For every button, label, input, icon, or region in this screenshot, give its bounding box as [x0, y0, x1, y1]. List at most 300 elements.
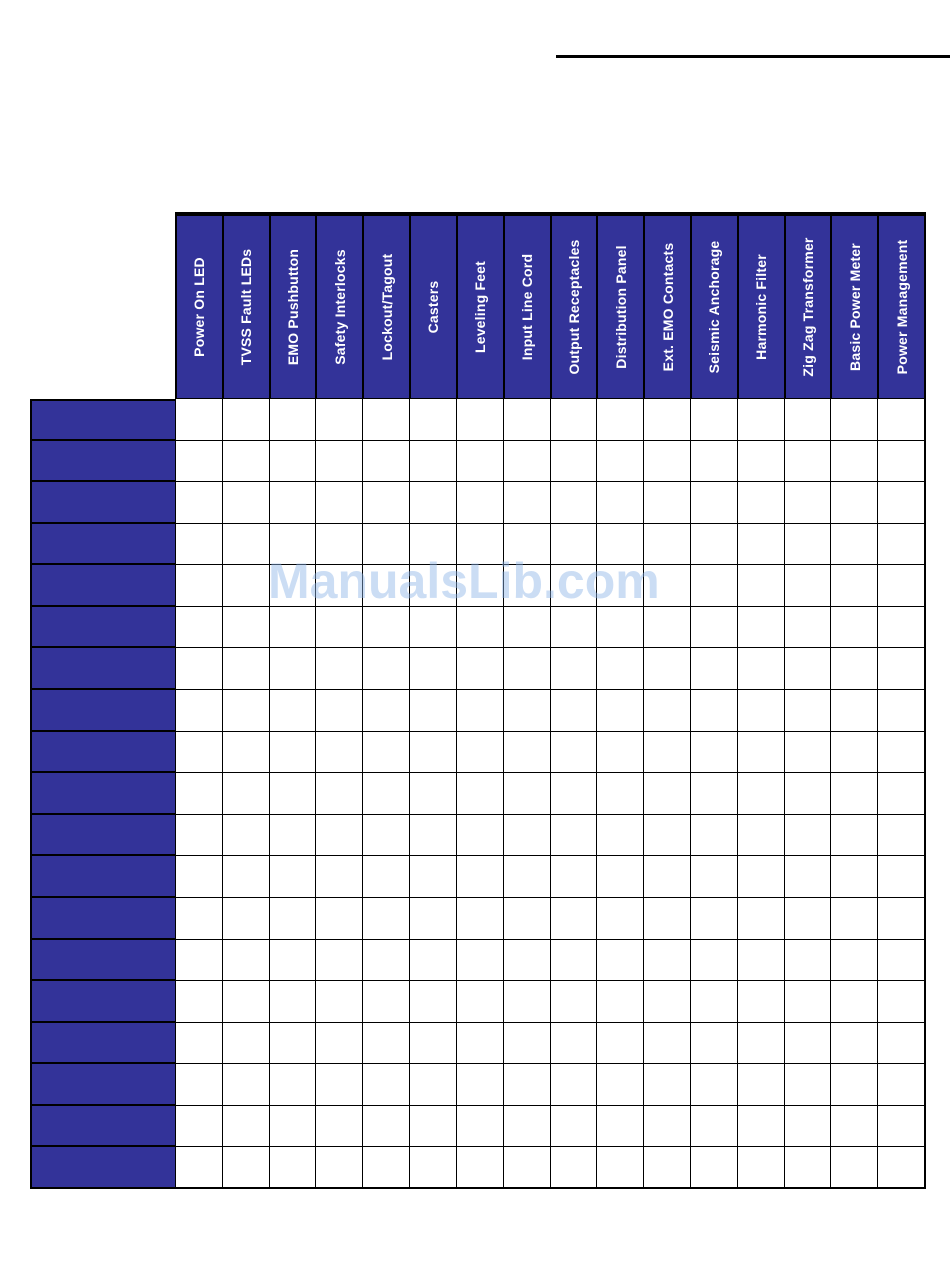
- table-cell: [830, 981, 877, 1023]
- row-label-cell: [30, 773, 175, 815]
- table-cell: [409, 399, 456, 441]
- table-cell: [222, 1023, 269, 1065]
- table-cell: [409, 607, 456, 649]
- table-cell: [550, 1023, 597, 1065]
- column-header: [737, 216, 784, 398]
- table-cell: [222, 441, 269, 483]
- table-cell: [456, 648, 503, 690]
- table-cell: [784, 940, 831, 982]
- table-cell: [690, 773, 737, 815]
- row-label-cell: [30, 981, 175, 1023]
- row-label-cell: [30, 1106, 175, 1148]
- table-cell: [503, 1023, 550, 1065]
- table-cell: [784, 399, 831, 441]
- table-cell: [362, 441, 409, 483]
- table-cell: [175, 441, 222, 483]
- table-cell: [550, 815, 597, 857]
- table-cell: [409, 773, 456, 815]
- row-label-cell: [30, 1064, 175, 1106]
- table-cell: [175, 1106, 222, 1148]
- table-cell: [737, 648, 784, 690]
- table-cell: [596, 399, 643, 441]
- column-header-label: TVSS Fault LEDs: [238, 248, 255, 366]
- table-cell: [737, 1106, 784, 1148]
- table-cell: [175, 1147, 222, 1189]
- table-cell: [690, 441, 737, 483]
- table-cell: [877, 524, 926, 566]
- table-cell: [315, 399, 362, 441]
- table-cell: [830, 1106, 877, 1148]
- table-row: [30, 565, 926, 607]
- table-cell: [690, 524, 737, 566]
- table-cell: [362, 690, 409, 732]
- table-cell: [456, 773, 503, 815]
- table-cell: [362, 898, 409, 940]
- column-header: [596, 216, 643, 398]
- table-cell: [784, 732, 831, 774]
- table-cell: [737, 815, 784, 857]
- table-cell: [877, 441, 926, 483]
- column-header: [315, 216, 362, 398]
- table-cell: [503, 898, 550, 940]
- column-header: [784, 216, 831, 398]
- column-header: [222, 216, 269, 398]
- table-cell: [456, 940, 503, 982]
- table-cell: [877, 815, 926, 857]
- table-cell: [409, 732, 456, 774]
- table-cell: [362, 1147, 409, 1189]
- table-cell: [175, 856, 222, 898]
- table-cell: [550, 607, 597, 649]
- table-cell: [596, 773, 643, 815]
- table-cell: [830, 482, 877, 524]
- table-cell: [456, 441, 503, 483]
- row-label-cell: [30, 815, 175, 857]
- table-cell: [315, 607, 362, 649]
- column-header: [362, 216, 409, 398]
- table-cell: [409, 981, 456, 1023]
- table-cell: [737, 524, 784, 566]
- table-row: [30, 898, 926, 940]
- table-cell: [175, 482, 222, 524]
- table-cell: [830, 524, 877, 566]
- table-cell: [362, 482, 409, 524]
- table-cell: [643, 607, 690, 649]
- table-row: [30, 1023, 926, 1065]
- row-label-cell: [30, 607, 175, 649]
- table-cell: [784, 1023, 831, 1065]
- table-cell: [550, 940, 597, 982]
- table-cell: [175, 732, 222, 774]
- table-cell: [315, 1064, 362, 1106]
- table-cell: [175, 815, 222, 857]
- table-cell: [596, 648, 643, 690]
- table-cell: [830, 1147, 877, 1189]
- table-cell: [737, 1023, 784, 1065]
- table-cell: [877, 1023, 926, 1065]
- table-cell: [456, 524, 503, 566]
- table-cell: [690, 1023, 737, 1065]
- column-header: [690, 216, 737, 398]
- table-cell: [456, 565, 503, 607]
- table-cell: [456, 981, 503, 1023]
- row-label-cell: [30, 898, 175, 940]
- table-cell: [269, 399, 316, 441]
- table-cell: [222, 773, 269, 815]
- table-cell: [784, 565, 831, 607]
- table-cell: [222, 856, 269, 898]
- table-cell: [690, 856, 737, 898]
- table-cell: [784, 690, 831, 732]
- table-cell: [877, 898, 926, 940]
- row-label-cell: [30, 399, 175, 441]
- top-rule: [556, 55, 950, 58]
- table-cell: [315, 1147, 362, 1189]
- column-header: [643, 216, 690, 398]
- table-cell: [596, 482, 643, 524]
- table-cell: [222, 1064, 269, 1106]
- row-label-cell: [30, 690, 175, 732]
- table-cell: [362, 981, 409, 1023]
- table-row: [30, 940, 926, 982]
- table-cell: [784, 856, 831, 898]
- table-cell: [222, 898, 269, 940]
- table-cell: [877, 1147, 926, 1189]
- table-cell: [737, 482, 784, 524]
- table-cell: [503, 648, 550, 690]
- column-header-label: Power Management: [893, 239, 910, 375]
- table-cell: [690, 898, 737, 940]
- table-cell: [877, 690, 926, 732]
- table-cell: [175, 981, 222, 1023]
- row-label-cell: [30, 856, 175, 898]
- column-header-label: Output Receptacles: [565, 239, 582, 375]
- table-cell: [643, 1023, 690, 1065]
- table-cell: [877, 1064, 926, 1106]
- table-cell: [269, 1064, 316, 1106]
- column-header: [409, 216, 456, 398]
- table-cell: [550, 524, 597, 566]
- table-cell: [269, 524, 316, 566]
- table-cell: [737, 856, 784, 898]
- table-row: [30, 773, 926, 815]
- table-cell: [409, 648, 456, 690]
- table-cell: [175, 565, 222, 607]
- table-cell: [222, 607, 269, 649]
- table-cell: [596, 690, 643, 732]
- column-header-label: Casters: [425, 280, 442, 334]
- table-cell: [643, 524, 690, 566]
- table-cell: [175, 898, 222, 940]
- table-cell: [830, 607, 877, 649]
- table-cell: [550, 399, 597, 441]
- table-cell: [737, 1064, 784, 1106]
- table-cell: [550, 1064, 597, 1106]
- table-cell: [456, 690, 503, 732]
- table-cell: [315, 690, 362, 732]
- table-row: [30, 732, 926, 774]
- table-cell: [784, 898, 831, 940]
- table-cell: [596, 856, 643, 898]
- column-header-label: Leveling Feet: [472, 260, 489, 354]
- column-header: [456, 216, 503, 398]
- table-cell: [315, 1106, 362, 1148]
- table-cell: [222, 981, 269, 1023]
- table-cell: [503, 565, 550, 607]
- table-cell: [690, 648, 737, 690]
- table-cell: [690, 732, 737, 774]
- table-row: [30, 815, 926, 857]
- table-cell: [175, 648, 222, 690]
- table-cell: [643, 732, 690, 774]
- table-cell: [596, 732, 643, 774]
- table-cell: [315, 524, 362, 566]
- table-cell: [409, 482, 456, 524]
- table-cell: [643, 981, 690, 1023]
- table-cell: [737, 607, 784, 649]
- table-cell: [830, 732, 877, 774]
- table-cell: [596, 1064, 643, 1106]
- table-row: [30, 648, 926, 690]
- column-header-label: Distribution Panel: [612, 245, 629, 369]
- table-cell: [409, 524, 456, 566]
- table-cell: [550, 981, 597, 1023]
- table-cell: [409, 1147, 456, 1189]
- table-cell: [550, 732, 597, 774]
- table-cell: [784, 773, 831, 815]
- column-header-label: Basic Power Meter: [846, 243, 863, 371]
- table-cell: [737, 898, 784, 940]
- watermark: ManualsLib.com: [268, 553, 660, 609]
- table-cell: [550, 773, 597, 815]
- table-cell: [643, 1147, 690, 1189]
- table-cell: [269, 898, 316, 940]
- table-cell: [784, 524, 831, 566]
- table-cell: [643, 815, 690, 857]
- table-cell: [409, 1064, 456, 1106]
- column-header-label: Power On LED: [191, 257, 208, 357]
- table-cell: [456, 1147, 503, 1189]
- table-cell: [596, 898, 643, 940]
- table-cell: [269, 856, 316, 898]
- table-cell: [643, 898, 690, 940]
- table-cell: [315, 773, 362, 815]
- table-cell: [269, 690, 316, 732]
- table-cell: [362, 1023, 409, 1065]
- table-cell: [175, 690, 222, 732]
- table-cell: [269, 482, 316, 524]
- table-cell: [643, 648, 690, 690]
- table-header: [175, 212, 926, 401]
- table-cell: [222, 482, 269, 524]
- table-cell: [643, 399, 690, 441]
- table-cell: [550, 565, 597, 607]
- table-row: [30, 1106, 926, 1148]
- table-cell: [222, 399, 269, 441]
- table-cell: [315, 898, 362, 940]
- table-cell: [503, 1064, 550, 1106]
- table-cell: [503, 399, 550, 441]
- table-cell: [550, 690, 597, 732]
- table-cell: [409, 898, 456, 940]
- column-header-label: Input Line Cord: [519, 253, 536, 361]
- table-cell: [830, 648, 877, 690]
- table-cell: [690, 1147, 737, 1189]
- table-cell: [503, 1106, 550, 1148]
- table-cell: [877, 940, 926, 982]
- table-cell: [503, 690, 550, 732]
- table-cell: [643, 565, 690, 607]
- table-row: [30, 607, 926, 649]
- table-cell: [175, 524, 222, 566]
- table-cell: [690, 1106, 737, 1148]
- table-cell: [690, 565, 737, 607]
- table-cell: [409, 1023, 456, 1065]
- table-cell: [737, 773, 784, 815]
- table-cell: [222, 815, 269, 857]
- table-cell: [269, 940, 316, 982]
- table-cell: [784, 482, 831, 524]
- table-cell: [690, 940, 737, 982]
- row-label-cell: [30, 940, 175, 982]
- table-cell: [222, 1147, 269, 1189]
- table-cell: [362, 648, 409, 690]
- table-cell: [643, 1064, 690, 1106]
- table-cell: [222, 690, 269, 732]
- table-cell: [269, 1147, 316, 1189]
- table-cell: [737, 732, 784, 774]
- table-cell: [362, 607, 409, 649]
- table-cell: [550, 482, 597, 524]
- column-header: [175, 216, 222, 398]
- table-cell: [362, 940, 409, 982]
- table-cell: [503, 815, 550, 857]
- row-label-cell: [30, 524, 175, 566]
- table-row: [30, 1064, 926, 1106]
- table-row: [30, 981, 926, 1023]
- table-cell: [269, 981, 316, 1023]
- table-cell: [830, 690, 877, 732]
- table-row: [30, 856, 926, 898]
- table-cell: [877, 773, 926, 815]
- table-cell: [269, 732, 316, 774]
- table-cell: [830, 1023, 877, 1065]
- table-cell: [269, 565, 316, 607]
- table-cell: [456, 815, 503, 857]
- table-cell: [362, 524, 409, 566]
- column-header-label: Harmonic Filter: [753, 254, 770, 360]
- table-cell: [503, 856, 550, 898]
- table-cell: [362, 773, 409, 815]
- table-cell: [877, 399, 926, 441]
- table-cell: [315, 648, 362, 690]
- table-cell: [315, 856, 362, 898]
- table-cell: [456, 856, 503, 898]
- table-cell: [503, 441, 550, 483]
- table-cell: [503, 524, 550, 566]
- table-cell: [830, 441, 877, 483]
- table-cell: [503, 773, 550, 815]
- table-cell: [877, 565, 926, 607]
- feature-grid: [30, 399, 926, 1189]
- table-cell: [690, 815, 737, 857]
- table-cell: [409, 690, 456, 732]
- table-cell: [784, 607, 831, 649]
- table-cell: [315, 732, 362, 774]
- table-row: [30, 482, 926, 524]
- table-cell: [737, 1147, 784, 1189]
- table-cell: [690, 482, 737, 524]
- table-cell: [690, 981, 737, 1023]
- table-cell: [409, 1106, 456, 1148]
- table-cell: [737, 940, 784, 982]
- table-cell: [830, 565, 877, 607]
- table-row: [30, 1147, 926, 1189]
- table-cell: [830, 773, 877, 815]
- table-cell: [503, 1147, 550, 1189]
- table-cell: [784, 815, 831, 857]
- row-label-cell: [30, 482, 175, 524]
- table-cell: [877, 856, 926, 898]
- row-label-cell: [30, 732, 175, 774]
- table-cell: [269, 773, 316, 815]
- row-label-cell: [30, 565, 175, 607]
- table-cell: [315, 1023, 362, 1065]
- table-cell: [456, 732, 503, 774]
- table-cell: [877, 732, 926, 774]
- table-cell: [550, 898, 597, 940]
- column-header-label: Seismic Anchorage: [706, 240, 723, 374]
- table-row: [30, 524, 926, 566]
- table-cell: [737, 690, 784, 732]
- table-cell: [690, 1064, 737, 1106]
- table-cell: [690, 399, 737, 441]
- table-row: [30, 399, 926, 441]
- table-cell: [222, 648, 269, 690]
- table-cell: [362, 565, 409, 607]
- table-cell: [877, 482, 926, 524]
- table-cell: [737, 981, 784, 1023]
- table-row: [30, 690, 926, 732]
- column-header-label: Lockout/Tagout: [378, 253, 395, 361]
- table-cell: [409, 441, 456, 483]
- table-cell: [830, 815, 877, 857]
- table-cell: [830, 1064, 877, 1106]
- table-cell: [784, 981, 831, 1023]
- table-cell: [643, 441, 690, 483]
- table-cell: [269, 648, 316, 690]
- table-cell: [362, 856, 409, 898]
- column-header: [877, 216, 926, 398]
- table-cell: [456, 1023, 503, 1065]
- table-cell: [784, 441, 831, 483]
- column-header-label: Zig Zag Transformer: [799, 237, 816, 377]
- table-cell: [737, 399, 784, 441]
- column-header: [503, 216, 550, 398]
- table-cell: [737, 441, 784, 483]
- table-cell: [596, 565, 643, 607]
- table-cell: [643, 773, 690, 815]
- table-cell: [503, 940, 550, 982]
- table-cell: [643, 690, 690, 732]
- table-cell: [315, 981, 362, 1023]
- table-cell: [315, 565, 362, 607]
- table-cell: [175, 1023, 222, 1065]
- table-cell: [503, 482, 550, 524]
- table-cell: [830, 399, 877, 441]
- table-cell: [596, 1147, 643, 1189]
- table-cell: [269, 1023, 316, 1065]
